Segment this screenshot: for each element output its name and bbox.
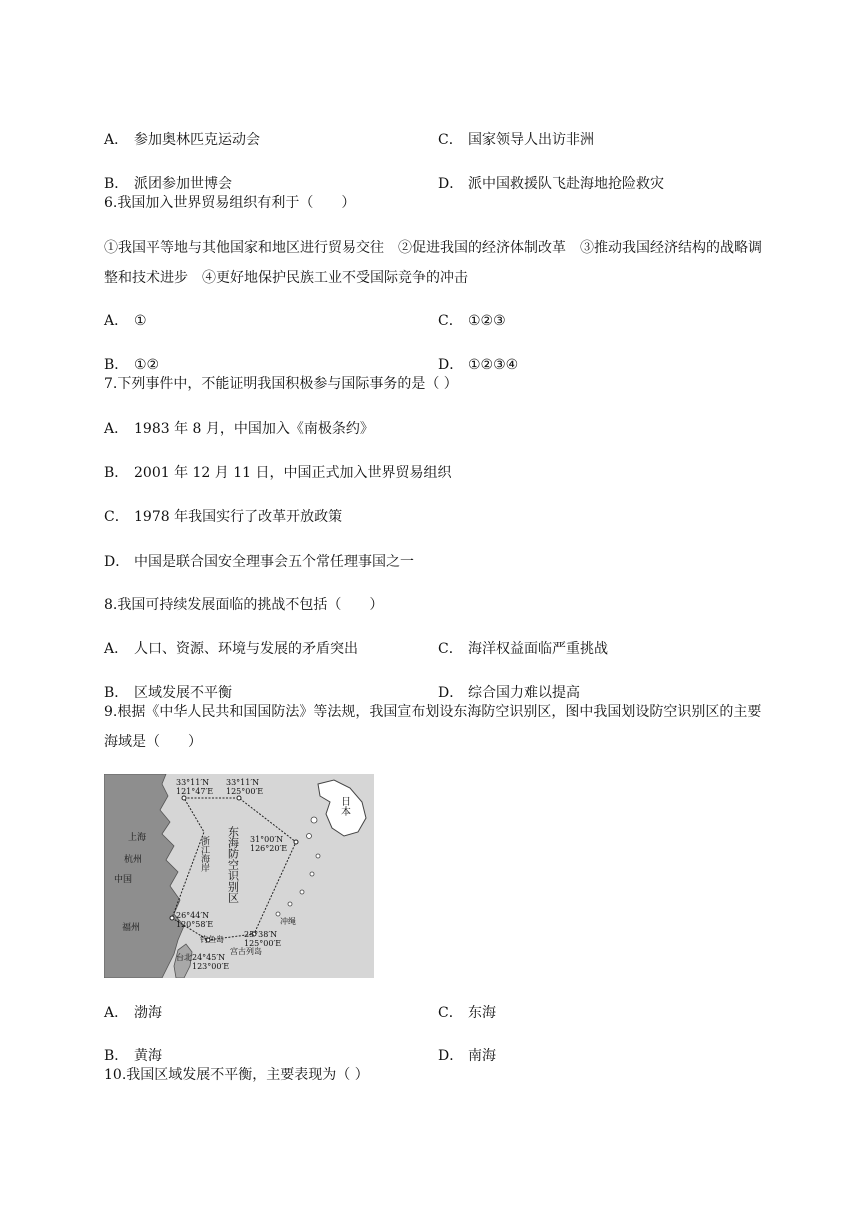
option-label: C． — [438, 1005, 463, 1021]
option-text: 海洋权益面临严重挑战 — [468, 641, 608, 657]
coord-lat: 25°38′N — [244, 930, 278, 939]
option-label: D． — [438, 685, 464, 701]
option-text: 南海 — [468, 1048, 496, 1064]
q7-option-a — [104, 420, 374, 438]
q7-option-d — [104, 553, 414, 571]
q6-option-d — [438, 356, 518, 374]
option-label: B． — [104, 1048, 129, 1064]
option-text: 2001 年 12 月 11 日，中国正式加入世界贸易组织 — [134, 465, 452, 481]
option-text: ① — [134, 313, 147, 329]
option-label: C． — [438, 132, 463, 148]
option-text: 国家领导人出访非洲 — [468, 132, 594, 148]
option-label: D． — [438, 176, 464, 192]
option-label: C． — [104, 509, 129, 525]
q5-option-d — [438, 175, 664, 193]
option-label: D． — [104, 554, 130, 570]
option-text: 派团参加世博会 — [134, 176, 232, 192]
q9-option-c — [438, 1004, 496, 1022]
q5-option-b — [104, 175, 232, 193]
option-text: 中国是联合国安全理事会五个常任理事国之一 — [134, 554, 414, 570]
option-text: 参加奥林匹克运动会 — [134, 132, 260, 148]
option-label: C． — [438, 313, 463, 329]
option-text: 东海 — [468, 1005, 496, 1021]
place-shanghai: 上海 — [128, 833, 147, 843]
coord-lat: 24°45′N — [192, 953, 226, 962]
place-china: 中国 — [114, 875, 133, 885]
q8-option-a — [104, 640, 358, 658]
q8-option-c — [438, 640, 608, 658]
q6-option-b — [104, 356, 159, 374]
coord-lon: 125°00′E — [244, 939, 282, 948]
place-miyako: 宫古列岛 — [230, 947, 262, 956]
coord-lon: 126°20′E — [250, 844, 288, 853]
q9-stem: 9.根据《中华人民共和国国防法》等法规，我国宣布划设东海防空识别区，图中我国划设防空识别区的主要海域是（ ） — [104, 704, 762, 750]
q7-stem: 7.下列事件中，不能证明我国积极参与国际事务的是（ ） — [104, 376, 458, 392]
option-text: ①②③④ — [468, 357, 519, 373]
q5-option-a — [104, 131, 260, 149]
coord-lon: 120°58′E — [176, 920, 214, 929]
option-text: 人口、资源、环境与发展的矛盾突出 — [134, 641, 358, 657]
place-zhejiang-coast: 浙江海岸 — [199, 836, 209, 872]
option-label: B． — [104, 176, 129, 192]
option-text: 1983 年 8 月，中国加入《南极条约》 — [134, 421, 374, 437]
option-text: 派中国救援队飞赴海地抢险救灾 — [468, 176, 664, 192]
option-label: A． — [104, 421, 129, 437]
option-label: D． — [438, 1048, 464, 1064]
option-label: B． — [104, 685, 129, 701]
place-diaoyu: 钓鱼岛 — [200, 935, 224, 944]
option-text: ①② — [134, 357, 160, 373]
coord-lon: 125°00′E — [226, 787, 264, 796]
coord-lat: 31°00′N — [250, 835, 284, 844]
coord-lon: 121°47′E — [176, 787, 214, 796]
option-text: 区域发展不平衡 — [134, 685, 232, 701]
option-text: 1978 年我国实行了改革开放政策 — [134, 509, 343, 525]
q5-option-c — [438, 131, 594, 149]
option-text: 渤海 — [134, 1005, 162, 1021]
place-taibei: 台北 — [176, 953, 192, 962]
q8-stem: 8.我国可持续发展面临的挑战不包括（ ） — [104, 597, 384, 613]
place-hangzhou: 杭州 — [124, 855, 143, 865]
place-okinawa: 冲绳 — [280, 917, 296, 926]
east-china-sea-adiz-map — [104, 774, 374, 978]
place-japan: 日本 — [338, 796, 350, 816]
option-label: B． — [104, 357, 129, 373]
coord-lat: 26°44′N — [176, 911, 210, 920]
zone-label: 东海防空识别区 — [226, 826, 240, 903]
q6-option-a — [104, 312, 147, 330]
q6-stem: 6.我国加入世界贸易组织有利于（ ） — [104, 195, 356, 211]
option-text: 综合国力难以提高 — [468, 685, 580, 701]
q7-option-c — [104, 508, 342, 526]
option-text: ①②③ — [468, 313, 506, 329]
option-text: 黄海 — [134, 1048, 162, 1064]
coord-lat: 33°11′N — [226, 778, 260, 787]
option-label: D． — [438, 357, 464, 373]
option-label: A． — [104, 1005, 129, 1021]
q9-option-b — [104, 1047, 162, 1065]
q10-stem: 10.我国区域发展不平衡，主要表现为（ ） — [104, 1067, 369, 1083]
coord-lat: 33°11′N — [176, 778, 210, 787]
option-label: A． — [104, 313, 129, 329]
q7-option-b — [104, 464, 452, 482]
option-label: C． — [438, 641, 463, 657]
option-label: A． — [104, 641, 129, 657]
q9-option-d — [438, 1047, 496, 1065]
q9-option-a — [104, 1004, 162, 1022]
q6-statement: ①我国平等地与其他国家和地区进行贸易交往 ②促进我国的经济体制改革 ③推动我国经济结构的战略调整和技术进步 ④更好地保护民族工业不受国际竞争的冲击 — [104, 240, 762, 286]
q6-option-c — [438, 312, 506, 330]
place-fuzhou: 福州 — [122, 923, 141, 933]
coord-lon: 123°00′E — [192, 962, 230, 971]
option-label: B． — [104, 465, 129, 481]
option-label: A． — [104, 132, 129, 148]
